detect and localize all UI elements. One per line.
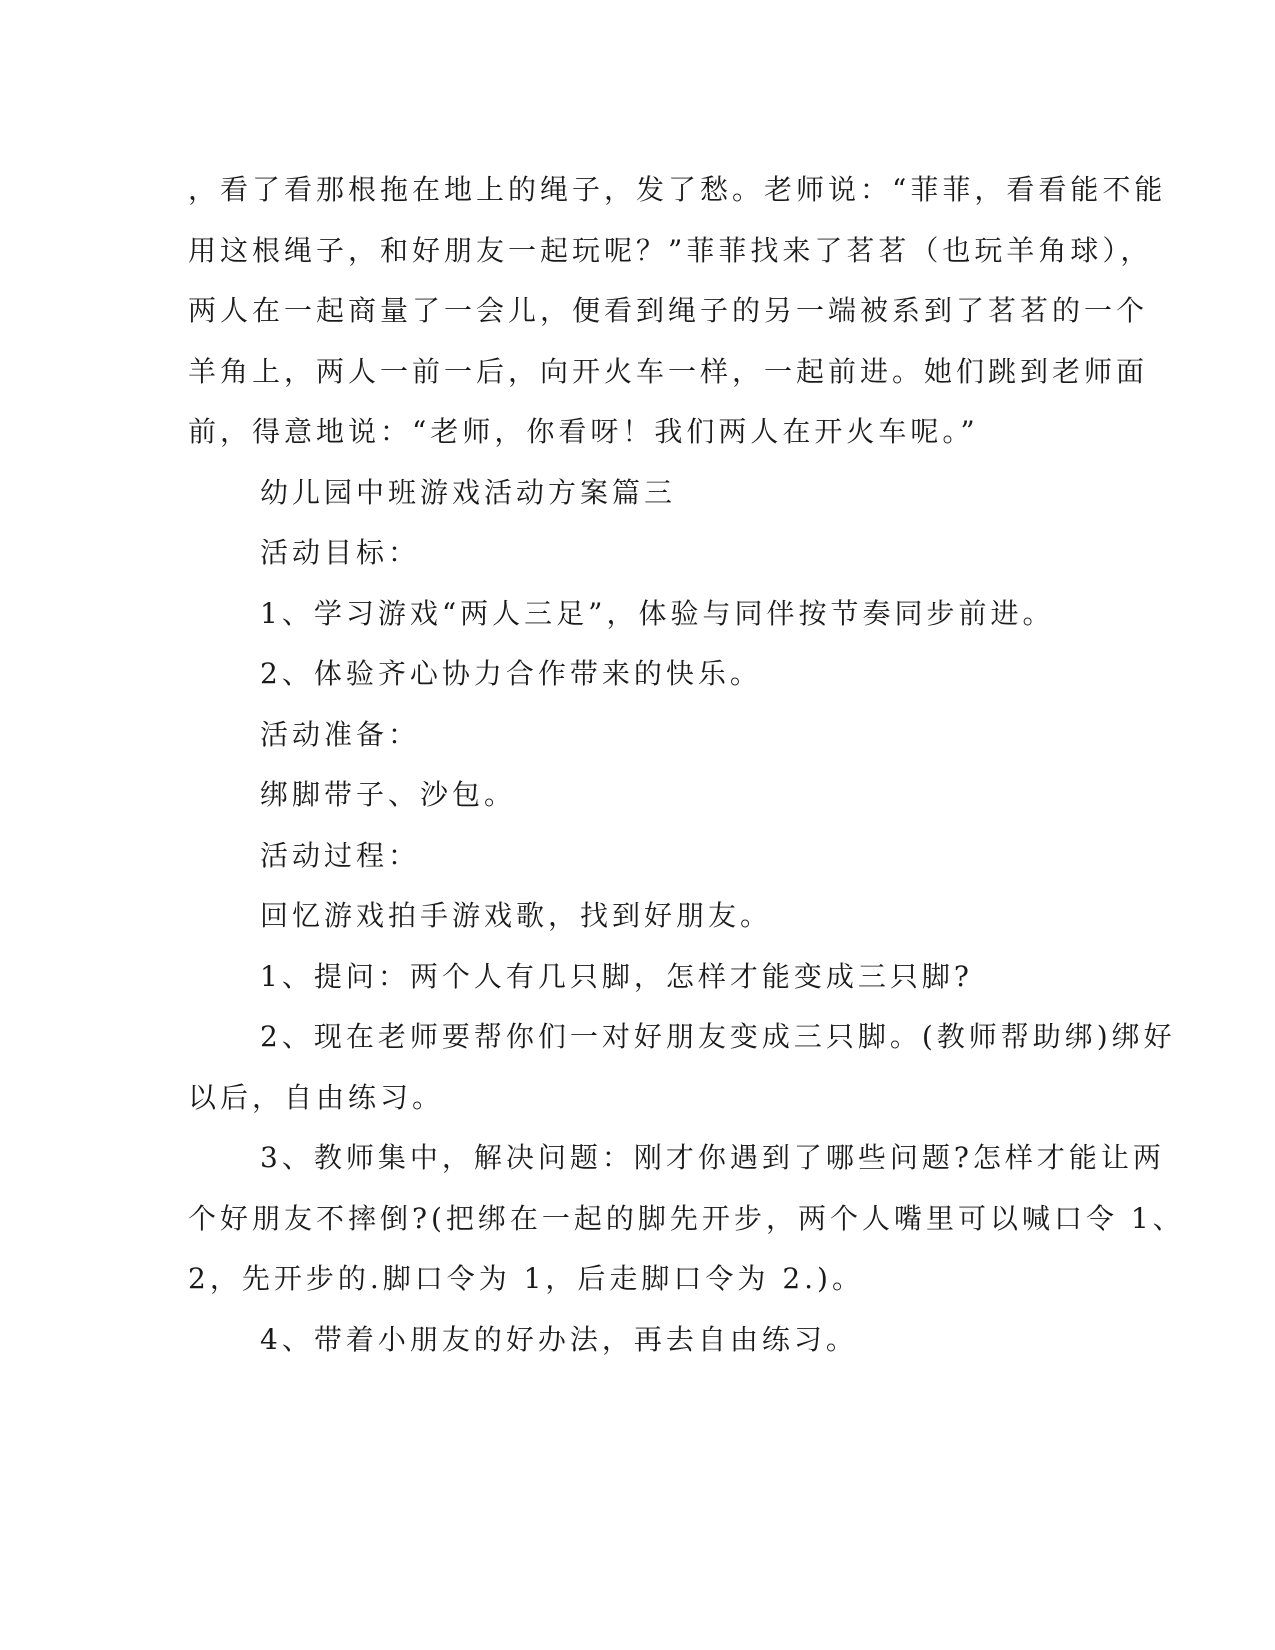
- paragraph-line: 回忆游戏拍手游戏歌，找到好朋友。: [260, 899, 773, 932]
- paragraph-line: 绑脚带子、沙包。: [260, 778, 517, 811]
- paragraph-line: 以后，自由练习。: [188, 1080, 445, 1114]
- list-item: 4、带着小朋友的好办法，再去自由练习。: [260, 1322, 858, 1356]
- paragraph-line: 前，得意地说：“老师，你看呀！我们两人在开火车呢。”: [188, 415, 979, 448]
- paragraph-line: 两人在一起商量了一会儿，便看到绳子的另一端被系到了茗茗的一个: [188, 294, 1149, 327]
- paragraph-line: ，看了看那根拖在地上的绳子，发了愁。老师说：“菲菲，看看能不能: [188, 173, 1167, 206]
- paragraph-line: 用这根绳子，和好朋友一起玩呢？”菲菲找来了茗茗（也玩羊角球），: [188, 233, 1153, 267]
- list-item: 1、提问：两个人有几只脚，怎样才能变成三只脚?: [260, 959, 973, 993]
- subheading-preparation: 活动准备：: [260, 717, 421, 751]
- paragraph-line: 羊角上，两人一前一后，向开火车一样，一起前进。她们跳到老师面: [188, 354, 1149, 388]
- subheading-objectives: 活动目标：: [260, 536, 421, 569]
- section-heading: 幼儿园中班游戏活动方案篇三: [260, 475, 677, 509]
- paragraph-line: 2，先开步的.脚口令为 1，后走脚口令为 2.)。: [188, 1262, 864, 1295]
- paragraph-line: 个好朋友不摔倒?(把绑在一起的脚先开步，两个人嘴里可以喊口令 1、: [188, 1201, 1185, 1235]
- subheading-process: 活动过程：: [260, 838, 421, 872]
- list-item: 1、学习游戏“两人三足”，体验与同伴按节奏同步前进。: [260, 596, 1055, 630]
- list-item: 2、现在老师要帮你们一对好朋友变成三只脚。(教师帮助绑)绑好: [260, 1020, 1176, 1053]
- document-body: [188, 160, 1185, 1370]
- list-item: 3、教师集中，解决问题：刚才你遇到了哪些问题?怎样才能让两: [260, 1141, 1165, 1174]
- list-item: 2、体验齐心协力合作带来的快乐。: [260, 657, 762, 690]
